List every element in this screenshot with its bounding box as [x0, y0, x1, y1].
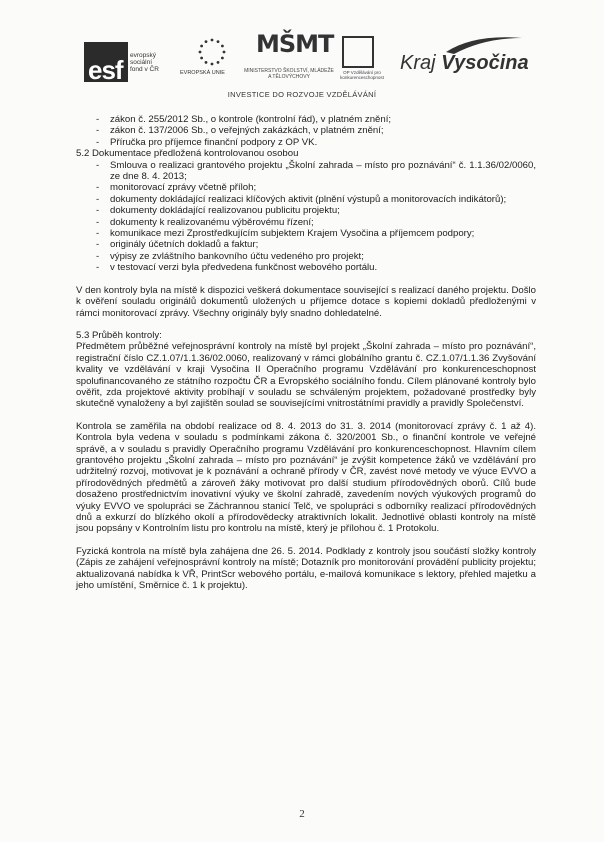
section-heading-5-2: 5.2 Dokumentace předložená kontrolovanou osobou: [76, 148, 299, 160]
msmt-logo: MŠMT: [256, 30, 334, 58]
paragraph-scope: Kontrola se zaměřila na období realizace od 8. 4. 2013 do 31. 3. 2014 (monitorovací zprávy č. 1 až 4). Kontrola byla vedena v souladu s podmínkami zákona č. 320/2001 Sb., o finanční kontrole ve veřejné správě, a v souladu s pravidly Operačního programu Vzdělávání pro konkurenceschopnost. Hlavním cílem grantového projektu „Školní zahrada – místo pro poznávání“ je zvýšit kompetence žáků ve vzdělávání pro udržitelný rozvoj, motivovat je k poznávání a ochraně přírody v ČR, zavést nové metody ve výuce EVVO a přírodovědných předmětů a zároveň žáky motivovat pro další studium přírodovědných oborů. Cílů bude dosaženo prostřednictvím inovativní výuky ve školní zahradě, zavedením nových výukových programů do výuky EVVO ve spolupráci se Záchrannou stanicí Telč, ve spolupráci s odborníky realizací přírodovědných dnů a exkurzí do blízkého okolí a přírodovědecky atraktivních lokalit. Jednotlivé oblasti kontroly na místě jsou popsány v Kontrolním listu pro kontrolu na místě, který je přílohou č. 1 Protokolu.: [76, 420, 536, 535]
documents-list: [76, 160, 536, 274]
list-item: - zákon č. 255/2012 Sb., o kontrole (kontrolní řád), v platném znění;: [76, 114, 536, 125]
paragraph-physical-check: Fyzická kontrola na místě byla zahájena dne 26. 5. 2014. Podklady z kontroly jsou součástí složky kontroly (Zápis ze zahájení veřejnosprávní kontroly na místě; Dotazník pro monitorování provádění publicity projektu; aktualizovaná nabídka k VŘ, PrintScr webového portálu, e-mailová komunikace s lektory, přehled majetku a jeho umístění, Směrnice č. 1 k projektu).: [76, 545, 536, 592]
list-item: - dokumenty k realizovanému výběrovému řízení;: [76, 217, 536, 228]
header-logos: [84, 30, 534, 86]
list-item: - Smlouva o realizaci grantového projektu „Školní zahrada – místo pro poznávání“ č. 1.1.36/02/0060, ze dne 8. 4. 2013;: [76, 160, 536, 183]
esf-sub-line: evropský: [130, 52, 157, 59]
vysocina-label: Vysočina: [441, 52, 529, 74]
list-item: - monitorovací zprávy včetně příloh;: [76, 182, 536, 193]
esf-sub-line: fond v ČR: [130, 66, 159, 73]
document-body: [76, 114, 536, 591]
list-item: - dokumenty dokládající realizaci klíčových aktivit (plnění výstupů a monitorovacích indikátorů);: [76, 194, 536, 205]
list-item: - výpisy ze zvláštního bankovního účtu vedeného pro projekt;: [76, 251, 536, 262]
esf-mark: esf: [88, 55, 123, 85]
eu-label: EVROPSKÁ UNIE: [180, 70, 225, 76]
esf-sub-line: sociální: [130, 59, 153, 66]
list-item: - komunikace mezi Zprostředkujícím subjektem Krajem Vysočina a příjemcem podpory;: [76, 228, 536, 239]
esf-logo: [84, 42, 128, 85]
list-item: - v testovací verzi byla předvedena funkčnost webového portálu.: [76, 262, 536, 273]
section-heading-5-3: 5.3 Průběh kontroly:: [76, 329, 162, 341]
list-item: - zákon č. 137/2006 Sb., o veřejných zakázkách, v platném znění;: [76, 125, 536, 136]
eu-stars-icon: [194, 36, 230, 68]
op-label: OP Vzdělávání pro konkurenceschopnost: [340, 70, 384, 80]
esf-subtitle: [130, 52, 159, 73]
kraj-label: Kraj: [400, 52, 442, 74]
page-number: 2: [299, 808, 305, 820]
op-logo-icon: [342, 36, 374, 68]
kraj-vysocina-logo: [400, 52, 529, 75]
legal-list: [76, 114, 536, 148]
list-item: - Příručka pro příjemce finanční podpory z OP VK.: [76, 137, 536, 148]
investice-tagline: INVESTICE DO ROZVOJE VZDĚLÁVÁNÍ: [227, 90, 377, 99]
paragraph-documentation: V den kontroly byla na místě k dispozici veškerá dokumentace související s realizací daného projektu. Došlo k ověření souladu originálů dokumentů uložených u příjemce dotace s kopiemi dokladů předloženými v rámci monitorovací zprávy. Všechny originály byly snadno dohledatelné.: [76, 284, 536, 319]
list-item: - dokumenty dokládající realizovanou publicitu projektu;: [76, 205, 536, 216]
list-item: - originály účetních dokladů a faktur;: [76, 239, 536, 250]
paragraph-subject: Předmětem průběžné veřejnosprávní kontroly na místě byl projekt „Školní zahrada – místo pro poznávání“, registrační číslo CZ.1.07/1.1.36/02.0060, realizovaný v rámci globálního grantu č. CZ.1.07/1.1.36 Zvyšování kvality ve vzdělávání v kraji Vysočina II Operačního programu Vzdělávání pro konkurenceschopnost spolufinancovaného ze státního rozpočtu ČR a Evropského sociálního fondu. Cílem plánované kontroly bylo ověřit, zda projektové aktivity probíhají v souladu se schváleným projektem, požadované prostředky byly skutečně vynaloženy a byl zajištěn soulad se souvisejícími vnitrostátními pravidly a pravidly Společenství.: [76, 341, 536, 410]
msmt-label: MINISTERSTVO ŠKOLSTVÍ, MLÁDEŽE A TĚLOVÝCHOVY: [244, 68, 334, 80]
